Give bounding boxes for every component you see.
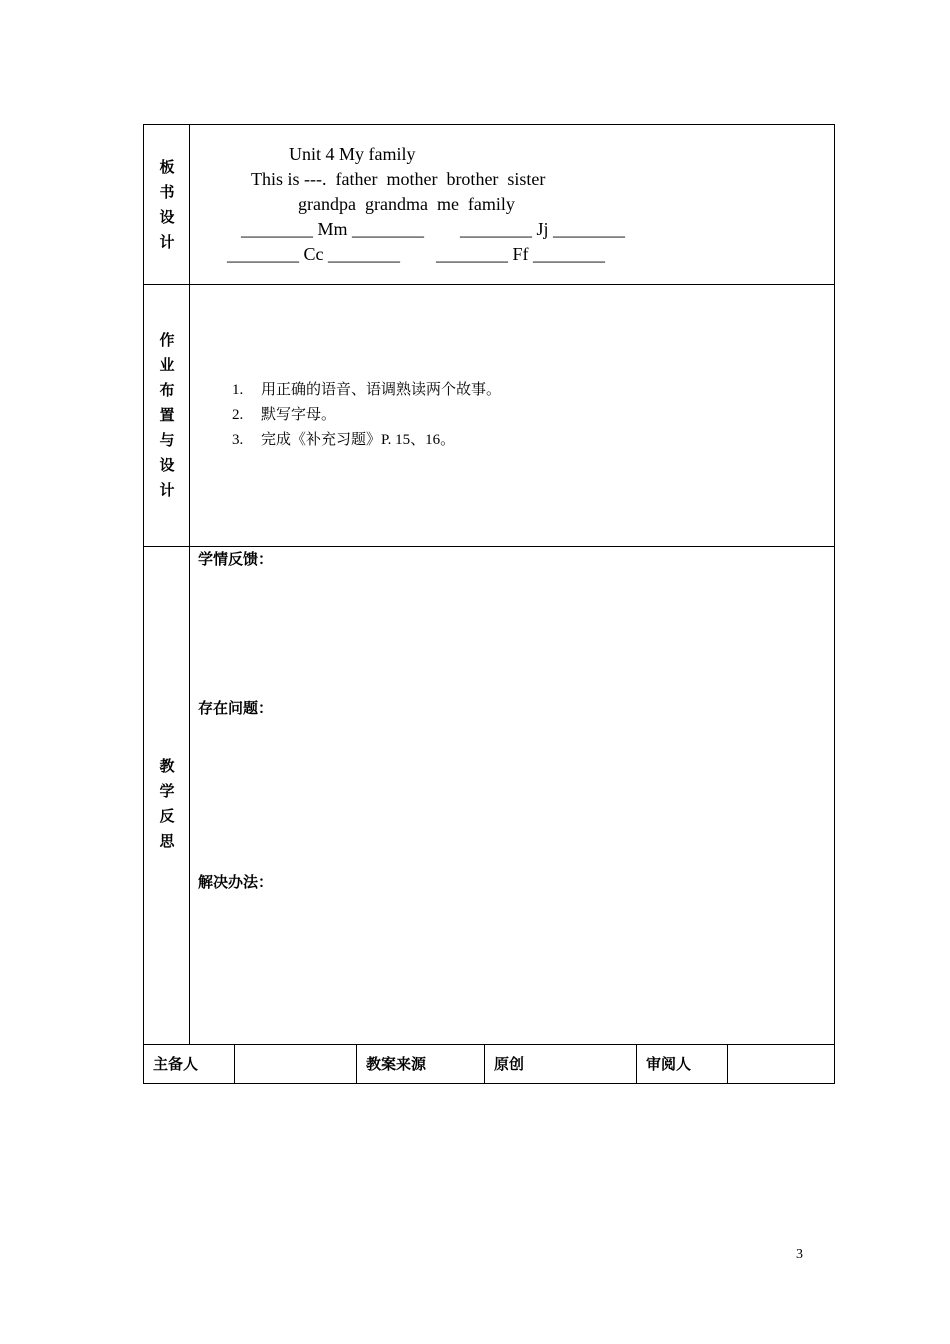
column-divider xyxy=(189,124,190,1044)
label-char: 学 xyxy=(159,782,175,800)
solutions-heading: 解决办法： xyxy=(198,873,274,891)
problems-heading: 存在问题： xyxy=(198,699,274,717)
list-item-number: 3. xyxy=(232,432,244,448)
feedback-heading: 学情反馈： xyxy=(198,550,274,568)
reflection-label xyxy=(145,754,189,854)
label-char: 作 xyxy=(159,331,175,349)
homework-label xyxy=(145,328,189,503)
label-char: 思 xyxy=(159,832,175,850)
footer-divider xyxy=(636,1044,637,1084)
footer-divider xyxy=(356,1044,357,1084)
board-letters-line-1: ________ Mm ________ ________ Jj ________ xyxy=(241,219,626,239)
footer-divider xyxy=(484,1044,485,1084)
board-design-label xyxy=(145,155,189,255)
homework-list xyxy=(232,378,501,453)
label-char: 置 xyxy=(159,406,175,424)
preparer-label: 主备人 xyxy=(153,1055,199,1073)
row-divider xyxy=(143,546,835,547)
list-item xyxy=(232,378,501,403)
label-char: 教 xyxy=(159,757,175,775)
footer-divider xyxy=(727,1044,728,1084)
label-char: 设 xyxy=(159,456,175,474)
source-value: 原创 xyxy=(494,1055,525,1073)
footer-divider xyxy=(234,1044,235,1084)
label-char: 布 xyxy=(159,381,175,399)
lesson-plan-table xyxy=(143,124,835,1084)
board-letters-line-2: ________ Cc ________ ________ Ff ________ xyxy=(227,244,605,264)
list-item-number: 1. xyxy=(232,382,244,398)
board-vocab-line-2: grandpa grandma me family xyxy=(298,194,515,214)
page-number: 3 xyxy=(796,1247,803,1262)
row-divider xyxy=(143,1044,835,1045)
source-label: 教案来源 xyxy=(366,1055,427,1073)
list-item xyxy=(232,403,501,428)
list-item-text: 用正确的语音、语调熟读两个故事。 xyxy=(261,382,502,398)
label-char: 设 xyxy=(159,208,175,226)
list-item-number: 2. xyxy=(232,407,244,423)
label-char: 板 xyxy=(159,158,175,176)
list-item-text: 默写字母。 xyxy=(261,407,337,423)
list-item xyxy=(232,428,501,453)
board-vocab-line-1: This is ---. father mother brother sister xyxy=(251,169,546,189)
label-char: 业 xyxy=(159,356,175,374)
label-char: 与 xyxy=(159,431,175,449)
label-char: 计 xyxy=(159,481,175,499)
label-char: 反 xyxy=(159,807,175,825)
list-item-text: 完成《补充习题》P. 15、16。 xyxy=(261,432,456,448)
label-char: 书 xyxy=(159,183,175,201)
row-divider xyxy=(143,284,835,285)
reviewer-label: 审阅人 xyxy=(646,1055,692,1073)
board-title: Unit 4 My family xyxy=(289,144,416,164)
label-char: 计 xyxy=(159,233,175,251)
